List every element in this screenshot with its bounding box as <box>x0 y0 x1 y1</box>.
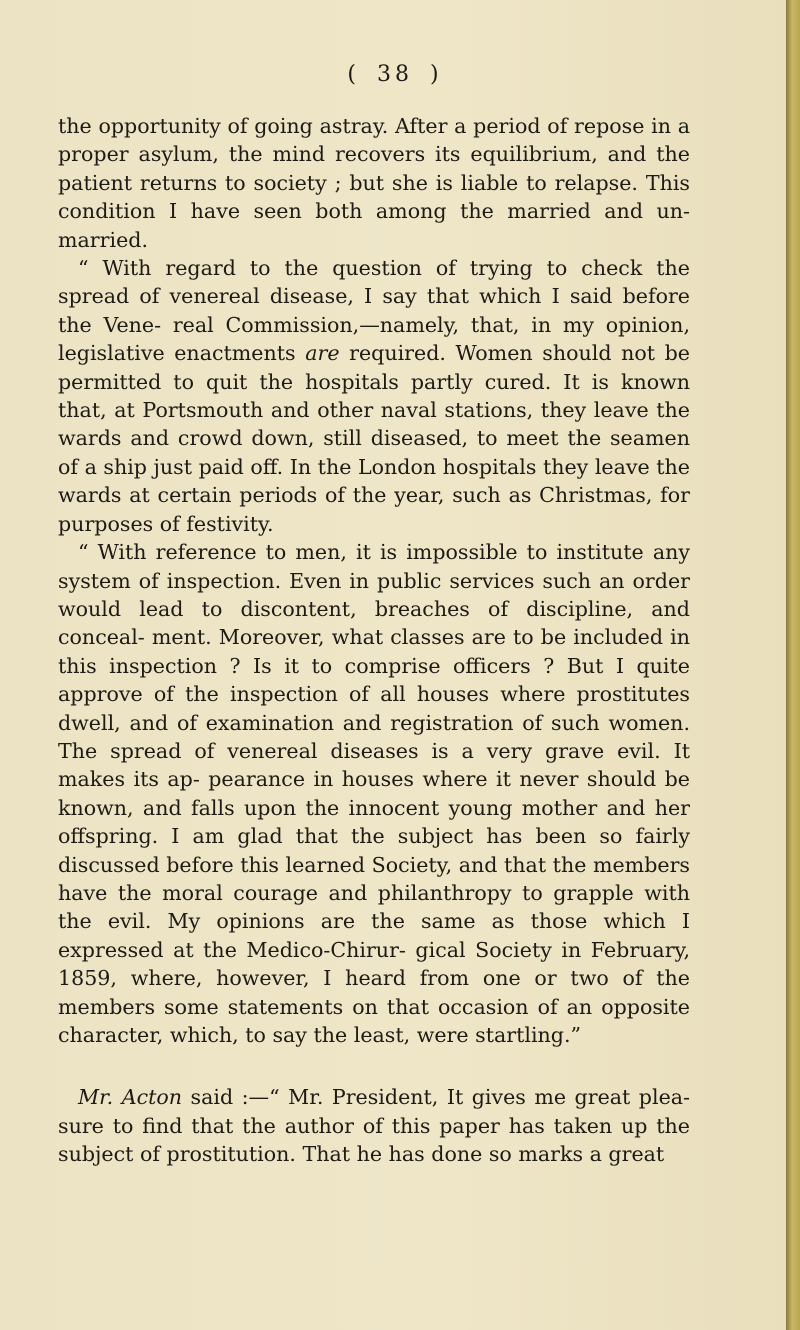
page-body <box>58 112 690 1169</box>
emphasis-word: are <box>305 341 340 366</box>
paragraph-venereal-disease <box>58 254 690 538</box>
paragraph-acton <box>58 1083 690 1168</box>
paragraph-inspection: “ With reference to men, it is impossible to institute any system of inspection. Even in public services such an order would lead to discontent, breaches of discipline, and conceal- ment. Moreover, what classes are to be included in this inspection ? Is it to comprise officers ? But I quite approve of the inspection of all houses where prostitutes dwell, and of examination and registration of such women. The spread of venereal diseases is a very grave evil. It makes its ap- pearance in houses where it never should be known, and falls upon the innocent young mother and her offspring. I am glad that the subject has been so fairly discussed before this learned Society, and that the members have the moral courage and philanthropy to grapple with the evil. My opinions are the same as those which I expressed at the Medico-Chirur- gical Society in February, 1859, where, however, I heard from one or two of the members some statements on that occasion of an opposite character, which, to say the least, were startling.” <box>58 540 690 1047</box>
paragraph-text: required. Women should not be permitted to quit the hospitals partly cured. It is known that, at Portsmouth and other naval stations, they leave the wards and crowd down, still diseased, to meet the seamen of a ship just paid off. In the London hospitals they leave the wards at certain periods of the year, such as Christmas, for purposes of festivity. <box>58 341 690 536</box>
paragraph-continuation: the opportunity of going astray. After a period of repose in a proper asylum, the mind recovers its equilibrium, and the patient returns to society ; but she is liable to relapse. This condition I have seen both among the married and un- married. <box>58 114 690 252</box>
book-edge <box>786 0 800 1330</box>
paragraph-text: “ With regard to the question of trying to check the spread of venereal disease, I say that which I said before the Vene- real Commission,—namely, that, in my opinion, legislative enactments <box>58 256 690 366</box>
speaker-text: said :—“ Mr. President, It gives me great plea- sure to find that the author of this paper has taken up the subject of prostitution. That he has done so marks a great <box>58 1085 690 1167</box>
speaker-name: Mr. Acton <box>78 1085 183 1110</box>
page-number: ( 38 ) <box>347 62 443 87</box>
